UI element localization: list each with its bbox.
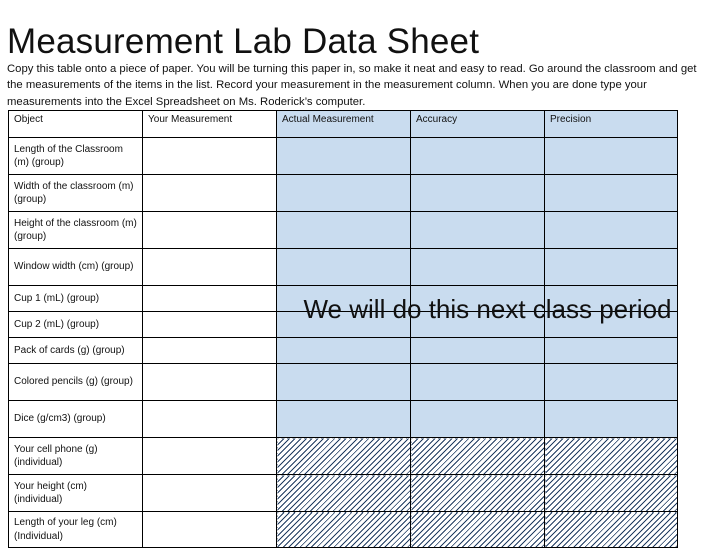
hatched-cell xyxy=(545,475,678,512)
hatched-cell xyxy=(277,438,411,475)
precision-cell xyxy=(545,401,678,438)
accuracy-cell xyxy=(411,249,545,286)
table-row xyxy=(9,364,678,401)
header-precision: Precision xyxy=(545,111,678,138)
your-measurement-cell[interactable] xyxy=(143,438,277,475)
table-row xyxy=(9,338,678,364)
actual-measurement-cell xyxy=(277,364,411,401)
precision-cell xyxy=(545,249,678,286)
table-row xyxy=(9,438,678,475)
object-cell: Cup 2 (mL) (group) xyxy=(9,312,143,338)
actual-measurement-cell xyxy=(277,212,411,249)
actual-measurement-cell xyxy=(277,401,411,438)
hatched-cell xyxy=(411,475,545,512)
precision-cell xyxy=(545,364,678,401)
your-measurement-cell[interactable] xyxy=(143,401,277,438)
measurement-table xyxy=(8,110,678,548)
object-cell: Length of the Classroom (m) (group) xyxy=(9,138,143,175)
header-object: Object xyxy=(9,111,143,138)
table-row xyxy=(9,138,678,175)
actual-measurement-cell xyxy=(277,138,411,175)
table-row xyxy=(9,212,678,249)
accuracy-cell xyxy=(411,364,545,401)
object-cell: Your cell phone (g) (individual) xyxy=(9,438,143,475)
precision-cell xyxy=(545,338,678,364)
table-row xyxy=(9,401,678,438)
your-measurement-cell[interactable] xyxy=(143,249,277,286)
accuracy-cell xyxy=(411,212,545,249)
hatched-cell xyxy=(411,438,545,475)
your-measurement-cell[interactable] xyxy=(143,512,277,548)
hatched-cell xyxy=(277,512,411,548)
accuracy-cell xyxy=(411,138,545,175)
header-your-measurement: Your Measurement xyxy=(143,111,277,138)
object-cell: Your height (cm) (individual) xyxy=(9,475,143,512)
your-measurement-cell[interactable] xyxy=(143,175,277,212)
hatched-cell xyxy=(411,512,545,548)
actual-measurement-cell xyxy=(277,338,411,364)
object-cell: Window width (cm) (group) xyxy=(9,249,143,286)
your-measurement-cell[interactable] xyxy=(143,312,277,338)
your-measurement-cell[interactable] xyxy=(143,286,277,312)
actual-measurement-cell xyxy=(277,249,411,286)
hatched-cell xyxy=(545,438,678,475)
page-title: Measurement Lab Data Sheet xyxy=(7,22,480,61)
table-row xyxy=(9,512,678,548)
header-accuracy: Accuracy xyxy=(411,111,545,138)
table-row xyxy=(9,175,678,212)
object-cell: Cup 1 (mL) (group) xyxy=(9,286,143,312)
precision-cell xyxy=(545,212,678,249)
object-cell: Length of your leg (cm) (Individual) xyxy=(9,512,143,548)
accuracy-cell xyxy=(411,401,545,438)
actual-measurement-cell xyxy=(277,175,411,212)
header-actual-measurement: Actual Measurement xyxy=(277,111,411,138)
instructions-text: Copy this table onto a piece of paper. You will be turning this paper in, so make it neat and easy to read. Go around the classroom and get the measurements of the items in the list. Record your measurement in the measurement column. When you are done type your measurements into the Excel Spreadsheet on Ms. Roderick’s computer. xyxy=(7,63,697,108)
table-row xyxy=(9,475,678,512)
your-measurement-cell[interactable] xyxy=(143,138,277,175)
accuracy-cell xyxy=(411,338,545,364)
next-class-note: We will do this next class period xyxy=(303,294,672,324)
your-measurement-cell[interactable] xyxy=(143,475,277,512)
your-measurement-cell[interactable] xyxy=(143,364,277,401)
hatched-cell xyxy=(545,512,678,548)
object-cell: Height of the classroom (m) (group) xyxy=(9,212,143,249)
your-measurement-cell[interactable] xyxy=(143,338,277,364)
your-measurement-cell[interactable] xyxy=(143,212,277,249)
hatched-cell xyxy=(277,475,411,512)
object-cell: Dice (g/cm3) (group) xyxy=(9,401,143,438)
precision-cell xyxy=(545,138,678,175)
header-row xyxy=(9,111,678,138)
table-row xyxy=(9,249,678,286)
accuracy-cell xyxy=(411,175,545,212)
precision-cell xyxy=(545,175,678,212)
object-cell: Width of the classroom (m) (group) xyxy=(9,175,143,212)
object-cell: Pack of cards (g) (group) xyxy=(9,338,143,364)
object-cell: Colored pencils (g) (group) xyxy=(9,364,143,401)
